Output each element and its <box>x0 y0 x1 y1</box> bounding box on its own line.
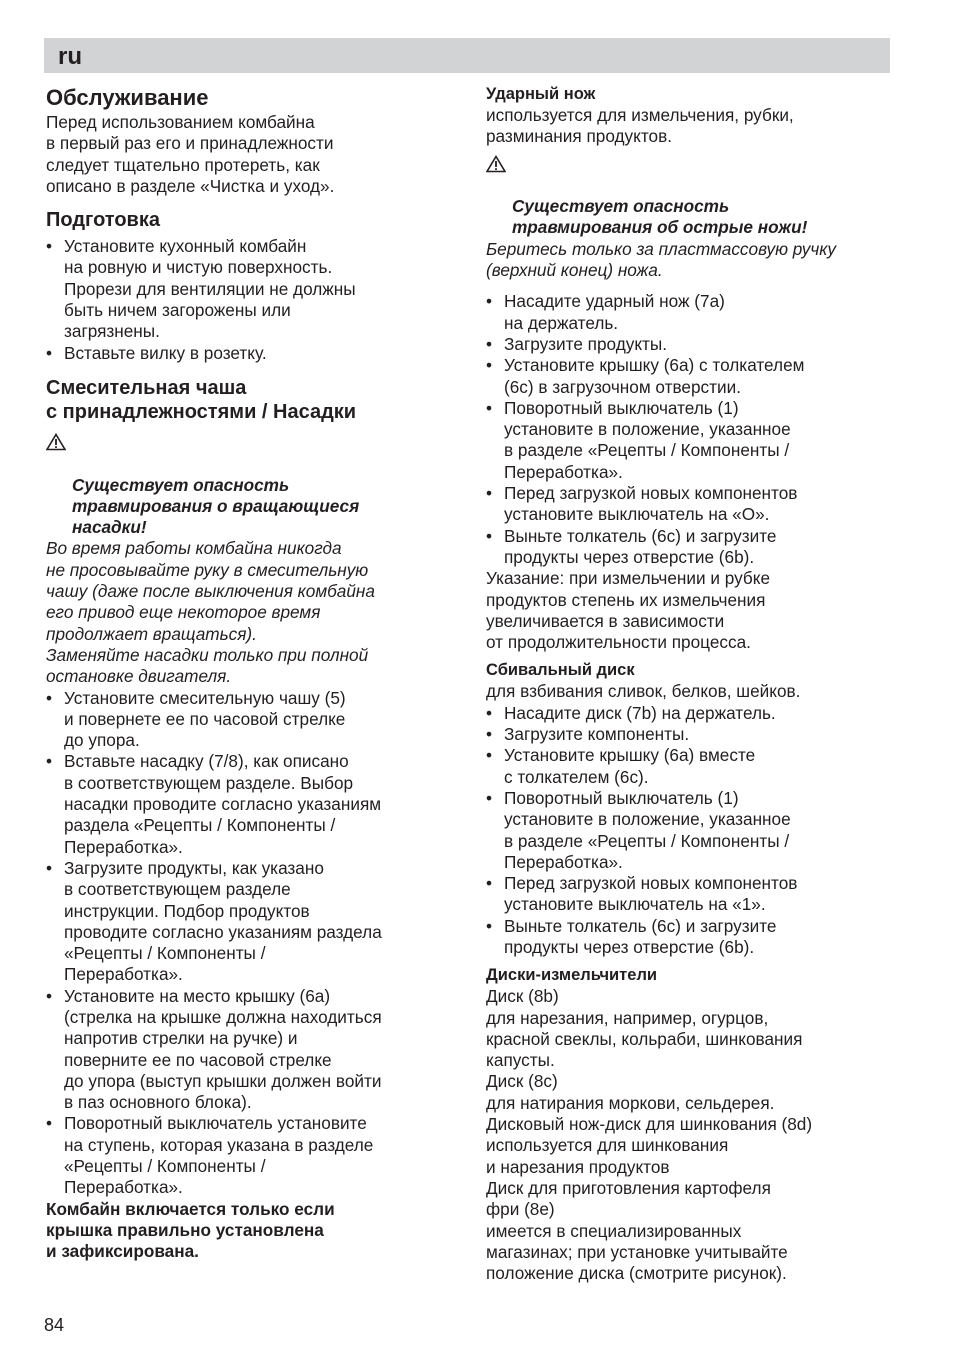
list-item: • Выньте толкатель (6с) и загрузите продукты через отверстие (6b). <box>486 526 896 569</box>
list-item: • Насадите ударный нож (7а) на держатель. <box>486 291 896 334</box>
preparation-list <box>46 236 458 364</box>
list-item: • Вставьте вилку в розетку. <box>46 343 458 364</box>
list-item: • Установите смесительную чашу (5) и повернете ее по часовой стрелке до упора. <box>46 688 458 752</box>
heading-bowl-accessories: Смесительная чаша с принадлежностями / Насадки <box>46 376 357 423</box>
list-item: • Установите крышку (6а) вместе с толкателем (6с). <box>486 745 896 788</box>
whisk-text: для взбивания сливок, белков, шейков. <box>486 681 801 702</box>
left-column <box>46 84 458 1263</box>
warning-title: Существует опасность травмирования о вращающиеся насадки! <box>72 474 360 538</box>
right-column <box>486 84 896 1284</box>
heading-whisk-disc: Сбивальный диск <box>486 661 635 680</box>
list-item: • Поворотный выключатель (1) установите в положение, указанное в разделе «Рецепты / Компоненты / Переработка». <box>486 398 896 483</box>
heading-slicing-discs: Диски-измельчители <box>486 966 658 985</box>
discs-text: Диск (8b) для нарезания, например, огурцов, красной свеклы, кольраби, шинкования капусты. Диск (8c) для натирания моркови, сельдерея. Дисковый нож-диск для шинкования (8d) используется для шинкования и нарезания продуктов Диск для приготовления картофеля фри (8e) имеется в специализированных магазинах; при установке учитывайте положение диска (смотрите рисунок). <box>486 986 813 1284</box>
warning-sharp-knives <box>486 154 896 239</box>
list-item: • Загрузите компоненты. <box>486 724 896 745</box>
language-header-bar <box>44 38 890 73</box>
knife-steps-list <box>486 291 896 568</box>
list-item: • Перед загрузкой новых компонентов установите выключатель на «1». <box>486 873 896 916</box>
heading-knife: Ударный нож <box>486 85 596 103</box>
warning-rotating-parts <box>46 432 458 538</box>
warning-title: Существует опасность травмирования об острые ножи! <box>512 196 808 238</box>
list-item: • Установите крышку (6а) с толкателем (6с) в загрузочном отверстии. <box>486 355 896 398</box>
whisk-steps-list <box>486 703 896 959</box>
list-item: • Перед загрузкой новых компонентов установите выключатель на «О». <box>486 483 896 526</box>
warning-triangle-icon <box>486 155 506 173</box>
warning-text: Беритесь только за пластмассовую ручку (верхний конец) ножа. <box>486 238 836 281</box>
service-text: Перед использованием комбайна в первый раз его и принадлежности следует тщательно протереть, как описано в разделе «Чистка и уход». <box>46 112 335 196</box>
language-code: ru <box>58 43 82 70</box>
warning-text: Во время работы комбайна никогда не просовывайте руку в смесительную чашу (даже после выключения комбайна его привод еще некоторое время продолжает вращаться). Заменяйте насадки только при полной остановке двигателя. <box>46 538 375 687</box>
list-item: • Загрузите продукты. <box>486 334 896 355</box>
list-item: • Установите кухонный комбайн на ровную и чистую поверхность. Прорези для вентиляции не должны быть ничем загорожены или загрязнены. <box>46 236 458 342</box>
list-item: • Вставьте насадку (7/8), как описано в соответствующем разделе. Выбор насадки проводите согласно указаниям раздела «Рецепты / Компоненты / Переработка». <box>46 751 458 857</box>
list-item: • Выньте толкатель (6с) и загрузите продукты через отверстие (6b). <box>486 916 896 959</box>
page-number: 84 <box>44 1315 65 1335</box>
bold-safety-note: Комбайн включается только если крышка правильно установлена и зафиксирована. <box>46 1198 335 1262</box>
heading-service: Обслуживание <box>46 85 209 110</box>
list-item: • Насадите диск (7b) на держатель. <box>486 703 896 724</box>
knife-note: Указание: при измельчении и рубке продуктов степень их измельчения увеличивается в зависимости от продолжительности процесса. <box>486 568 771 653</box>
list-item: • Загрузите продукты, как указано в соответствующем разделе инструкции. Подбор продуктов проводите согласно указаниям раздела «Рецепты / Компоненты / Переработка». <box>46 858 458 986</box>
warning-triangle-icon <box>46 433 66 451</box>
knife-text: используется для измельчения, рубки, разминания продуктов. <box>486 105 794 147</box>
list-item: • Поворотный выключатель (1) установите в положение, указанное в разделе «Рецепты / Компоненты / Переработка». <box>486 788 896 873</box>
bowl-steps-list <box>46 688 458 1199</box>
heading-preparation: Подготовка <box>46 209 160 232</box>
list-item: • Поворотный выключатель установите на ступень, которая указана в разделе «Рецепты / Компоненты / Переработка». <box>46 1113 458 1198</box>
list-item: • Установите на место крышку (6а) (стрелка на крышке должна находиться напротив стрелки на ручке) и поверните ее по часовой стрелке до упора (выступ крышки должен войти в паз основного блока). <box>46 986 458 1114</box>
